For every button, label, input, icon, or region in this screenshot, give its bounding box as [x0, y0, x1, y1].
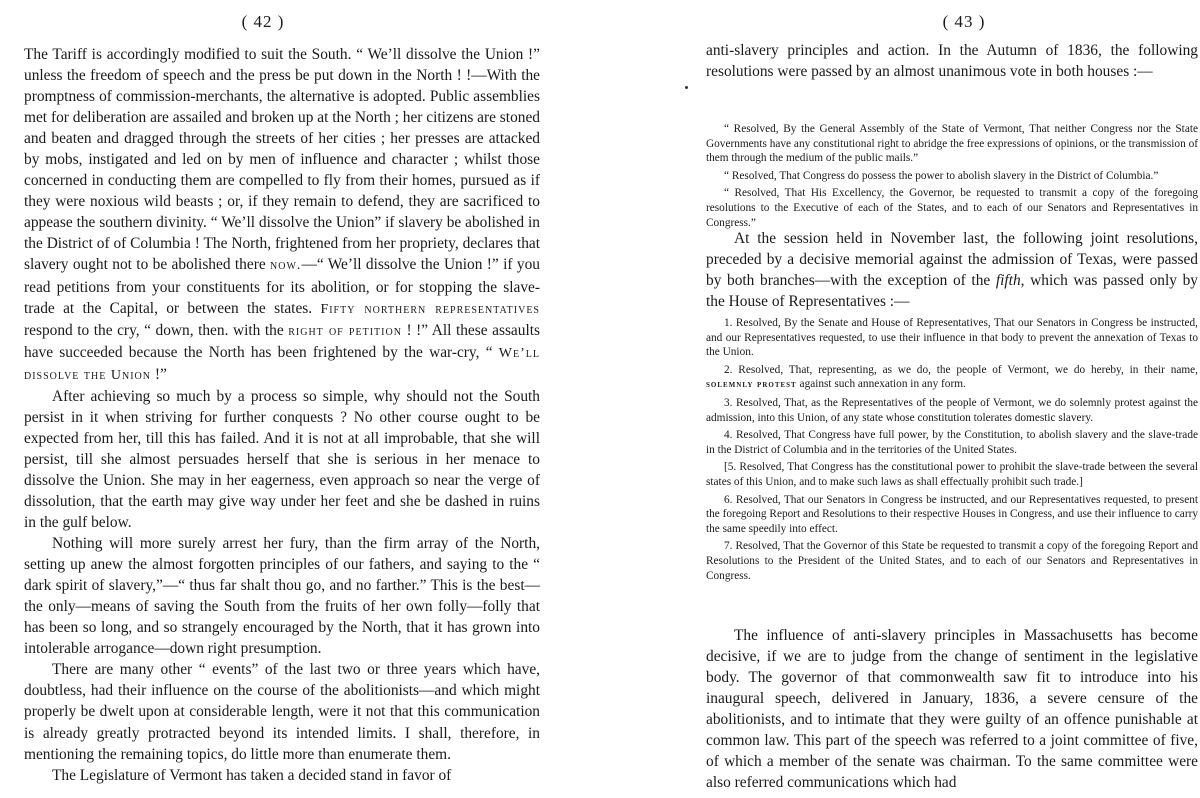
- resolution-6: 6. Resolved, That our Senators in Congress be instructed, and our Representatives requested, to present the foregoing Report and Resolutions to their respective Houses in Congress, and use their influence to carry the same speedily into effect.: [706, 493, 1198, 535]
- emphasis-fifth: fifth: [995, 272, 1021, 290]
- resolution-2: [706, 363, 1198, 393]
- page-number-left: ( 42 ): [241, 12, 285, 31]
- resolution-1836-3: “ Resolved, That His Excellency, the Governor, be requested to transmit a copy of the foregoing resolutions to the Executive of each of the States, and to each of our Senators and Representatives in Congress.”: [706, 187, 1198, 229]
- paragraph-intro: anti-slavery principles and action. In the Autumn of 1836, the following resolutions were passed by an almost unanimous vote in both houses :—: [706, 42, 1198, 81]
- text-run: !”: [150, 365, 167, 383]
- left-page-body: [24, 44, 540, 786]
- resolution-3: 3. Resolved, That, as the Representatives of the people of Vermont, we do solemnly protest against the admission, into this Union, of any state whose constitution tolerates domestic slavery.: [706, 396, 1198, 424]
- paragraph-events: There are many other “ events” of the last two or three years which have, doubtless, had their influence on the course of the abolitionists—and which might properly be dwelt upon at considerable length, were it not that this communication is already greatly protracted beyond its intended limits. I shall, therefore, in mentioning the remaining topics, do little more than enumerate them.: [24, 661, 540, 763]
- resolution-4: 4. Resolved, That Congress have full power, by the Constitution, to abolish slavery and the slave-trade in the District of Columbia and in the territories of the United States.: [706, 429, 1198, 456]
- resolution-5: [5. Resolved, That Congress has the constitutional power to prohibit the slave-trade between the several states of this Union, and to make such laws as shall effectually prohibit such trade.]: [706, 461, 1198, 488]
- text-run: —“ We’ll dissolve the Union !” if you read petitions from your constituents for its abolition, or for stopping the slave-trade at the Capital, or between the states.: [24, 256, 540, 317]
- paragraph-tariff: [24, 44, 540, 386]
- small-caps-solemnly-protest: solemnly protest: [706, 379, 797, 391]
- paragraph-massachusetts: The influence of anti-slavery principles in Massachusetts has become decisive, if we are to judge from the change of sentiment in the legislative body. The governor of that commonwealth saw fit to introduce into his inaugural speech, delivered in January, 1836, a severe censure of the abolitionists, and to intimate that they were guilty of an offence punishable at common law. This part of the speech was referred to a joint committee of five, of which a member of the senate was chairman. To the same committee were also referred communications which had: [706, 627, 1198, 792]
- small-caps-now: now.: [270, 258, 302, 274]
- text-run: against such annexation in any form.: [796, 378, 966, 391]
- resolutions-1836: [706, 122, 1198, 233]
- text-run: 2. Resolved, That, representing, as we do, the people of Vermont, we do hereby, in their name,: [724, 363, 1198, 376]
- page-number-right: ( 43 ): [942, 12, 986, 31]
- resolutions-november: [706, 316, 1198, 586]
- text-run: , which was passed only by the House of Representatives :—: [706, 272, 1198, 311]
- page-gutter: [572, 0, 628, 798]
- text-run: ! !” All these assaults have succeeded because the North has been frightened by the war-cry, “: [24, 321, 540, 361]
- small-caps-right-of-petition: right of petition: [288, 323, 402, 339]
- resolution-1836-2: “ Resolved, That Congress do possess the power to abolish slavery in the District of Columbia.”: [724, 169, 1159, 182]
- paragraph-achieving: After achieving so much by a process so simple, why should not the South persist in it when striving for further conquests ? No other course ought to be expected from her, till this has failed. And it is not at all improbable, that she will persist, till she almost persuades herself that she is serious in her menace to dissolve the Union. She may in her eagerness, even approach so near the verge of dissolution, that the earth may give way under her feet and she be dashed in ruins in the gulf below.: [24, 387, 540, 532]
- resolution-7: 7. Resolved, That the Governor of this State be requested to transmit a copy of the foregoing Report and Resolutions to the President of the United States, and to each of our Senators and Representatives in Congress.: [706, 540, 1198, 582]
- left-page: [0, 0, 572, 798]
- paragraph-session: [706, 228, 1198, 312]
- text-run: At the session held in November last, the following joint resolutions, preceded by a decisive memorial against the admission of Texas, were passed by both branches—with the exception of the: [706, 230, 1198, 290]
- paragraph-nothing: Nothing will more surely arrest her fury, than the firm array of the North, setting up anew the almost forgotten principles of our fathers, and saying to the “ dark spirit of slavery,”—“ thus far shalt thou go, and no farther.” This is the best—the only—means of saving the South from the fruits of her own folly—folly that has been so long, and so strangely encouraged by the North, that it has grown into intolerable arrogance—down right presumption.: [24, 535, 540, 658]
- right-page: [628, 0, 1200, 798]
- resolution-1836-1: “ Resolved, By the General Assembly of the State of Vermont, That neither Congress nor the State Governments have any constitutional right to abridge the free expressions of opinions, or the transmission of them through the medium of the public mails.”: [706, 123, 1198, 165]
- small-caps-dissolve-union: We’ll dissolve the Union: [24, 345, 540, 383]
- small-caps-fifty-representatives: Fifty northern representatives: [320, 301, 540, 317]
- text-run: respond to the cry, “ down, then. with the: [24, 321, 289, 339]
- text-run: The Tariff is accordingly modified to suit the South. “ We’ll dissolve the Union !” unless the freedom of speech and the press be put down in the North ! !—With the promptness of commission-merchants, the alternative is adopted. Public assemblies met for deliberation are assailed and broken up at the North ; her citizens are stoned and beaten and dragged through the streets of her cities ; her presses are attacked by mobs, instigated and led on by men of influence and character ; whilst those concerned in conducting them are compelled to fly from their homes, pursued as if they were noxious wild beasts ; or, if they remain to defend, they are sacrificed to appease the southern divinity. “ We’ll dissolve the Union” if slavery be abolished in the District of of Columbia ! The North, frightened from her propriety, declares that slavery ought not to be abolished there: [24, 46, 540, 274]
- print-speck: [685, 86, 688, 89]
- resolution-1: 1. Resolved, By the Senate and House of Representatives, That our Senators in Congress be instructed, and our Representatives requested, to use their influence in that body to prevent the annexation of Texas to the Union.: [706, 317, 1198, 359]
- paragraph-vermont: The Legislature of Vermont has taken a decided stand in favor of: [52, 766, 452, 784]
